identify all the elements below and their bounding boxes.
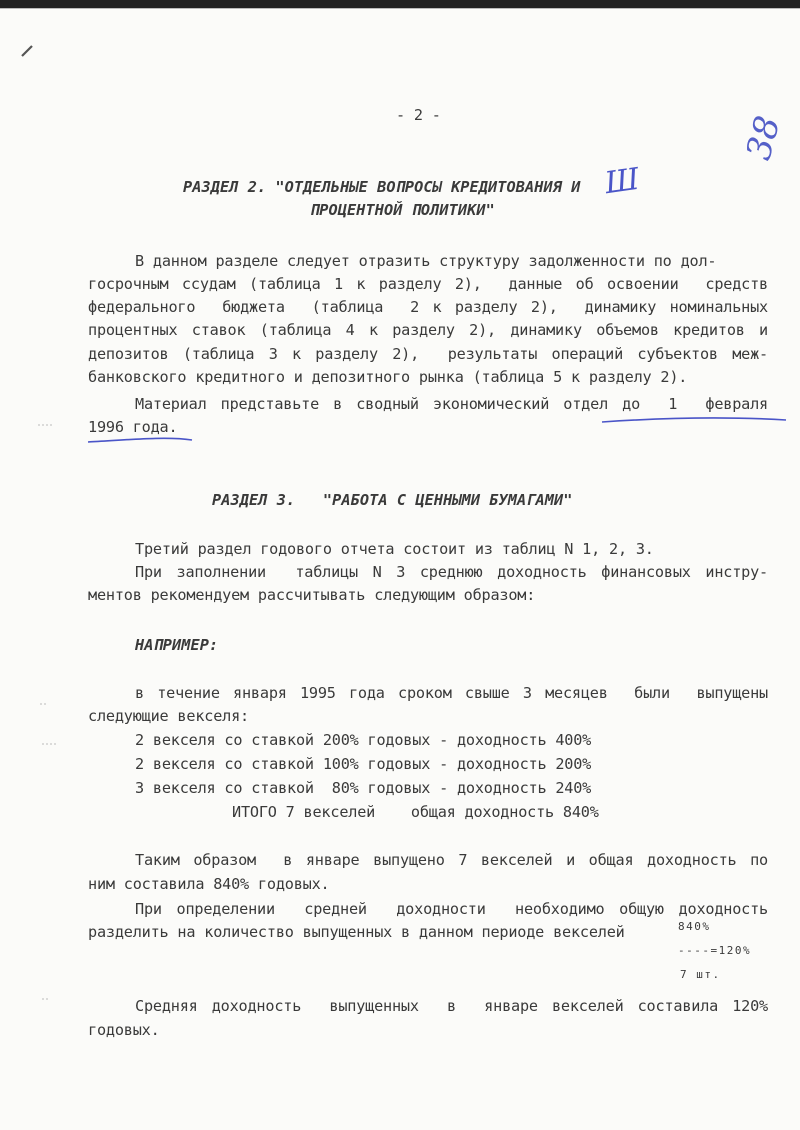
handwritten-underline xyxy=(86,434,196,446)
handwritten-page-number: 38 xyxy=(738,111,789,165)
pen-stroke-mark xyxy=(20,42,40,62)
method-line: разделить на количество выпущенных в данном периоде векселей xyxy=(88,923,625,941)
section2-text-line: В данном разделе следует отразить структуру задолженности по дол- xyxy=(135,252,717,270)
scan-top-edge xyxy=(0,0,800,8)
section2-deadline-line: 1996 года. xyxy=(88,418,178,436)
formula-denominator: 7 шт. xyxy=(680,968,721,981)
page-number: - 2 - xyxy=(396,106,441,124)
section2-text-line: процентных ставок (таблица 4 к разделу 2), динамику объемов кредитов и xyxy=(88,321,768,339)
section2-text-line: федерального бюджета (таблица 2 к разделу 2), динамику номинальных xyxy=(88,298,768,316)
result-line: годовых. xyxy=(88,1021,160,1039)
scan-edge-line xyxy=(0,8,800,9)
section2-deadline-line: Материал представьте в сводный экономический отдел до 1 февраля xyxy=(135,395,768,413)
handwritten-mark: Ш xyxy=(602,161,642,202)
method-line: При определении средней доходности необходимо общую доходность xyxy=(135,900,768,918)
result-line: Средняя доходность выпущенных в январе векселей составила 120% xyxy=(135,997,768,1015)
margin-mark xyxy=(38,700,58,760)
section3-heading: РАЗДЕЛ 3. "РАБОТА С ЦЕННЫМИ БУМАГАМИ" xyxy=(212,491,573,509)
section2-text-line: депозитов (таблица 3 к разделу 2), результаты операций субъектов меж- xyxy=(88,345,768,363)
bill-row: 2 векселя со ставкой 100% годовых - доходность 200% xyxy=(135,755,592,773)
conclusion-line: ним составила 840% годовых. xyxy=(88,875,330,893)
handwritten-underline xyxy=(600,412,790,426)
bill-row: 2 векселя со ставкой 200% годовых - доходность 400% xyxy=(135,731,592,749)
section3-text-line: Третий раздел годового отчета состоит из таблиц N 1, 2, 3. xyxy=(135,540,654,558)
margin-mark xyxy=(36,420,56,430)
formula-numerator: 840% xyxy=(678,920,711,933)
example-text-line: в течение января 1995 года сроком свыше 3 месяцев были выпущены xyxy=(135,684,768,702)
example-label: НАПРИМЕР: xyxy=(135,636,219,654)
bill-total: ИТОГО 7 векселей общая доходность 840% xyxy=(232,803,599,821)
section2-heading-line1: РАЗДЕЛ 2. "ОТДЕЛЬНЫЕ ВОПРОСЫ КРЕДИТОВАНИЯ И xyxy=(183,178,581,196)
section2-heading-line2: ПРОЦЕНТНОЙ ПОЛИТИКИ" xyxy=(310,201,495,219)
section2-text-line: госрочным ссудам (таблица 1 к разделу 2), данные об освоении средств xyxy=(88,275,768,293)
example-text-line: следующие векселя: xyxy=(88,707,249,725)
formula-dashes-result: ----=120% xyxy=(678,944,752,957)
section3-text-line: ментов рекомендуем рассчитывать следующим образом: xyxy=(88,586,536,604)
conclusion-line: Таким образом в январе выпущено 7 векселей и общая доходность по xyxy=(135,851,768,869)
bill-row: 3 векселя со ставкой 80% годовых - доходность 240% xyxy=(135,779,592,797)
margin-mark xyxy=(40,994,54,1004)
section3-text-line: При заполнении таблицы N 3 среднюю доходность финансовых инстру- xyxy=(135,563,768,581)
section2-text-line: банковского кредитного и депозитного рынка (таблица 5 к разделу 2). xyxy=(88,368,688,386)
